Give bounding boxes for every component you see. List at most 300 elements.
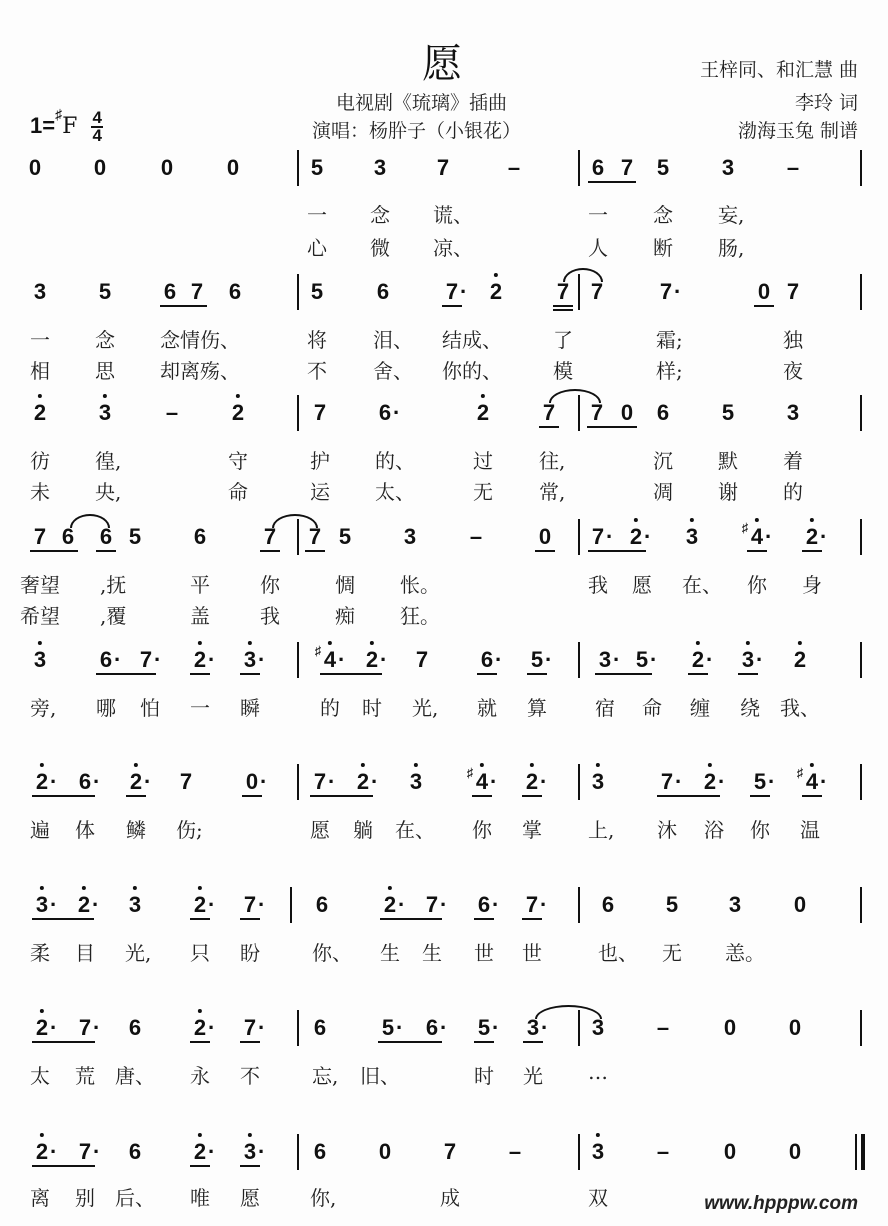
note-digit: 0 bbox=[788, 1139, 802, 1164]
barline bbox=[860, 150, 862, 186]
note-digit: 3 bbox=[98, 400, 112, 425]
lyric-syllable: 上, bbox=[588, 818, 615, 842]
octave-dot-icon bbox=[810, 518, 814, 522]
augmentation-dot-icon: · bbox=[706, 647, 714, 672]
lyric-syllable: 你的、 bbox=[442, 359, 502, 383]
note bbox=[244, 649, 256, 671]
beam-underline bbox=[32, 918, 94, 920]
barline bbox=[297, 1010, 299, 1046]
note-digit: 5 bbox=[477, 1015, 491, 1040]
lyric-syllable: 你、 bbox=[312, 941, 352, 965]
augmentation-dot-icon: · bbox=[208, 1015, 216, 1040]
note bbox=[314, 402, 326, 424]
octave-dot-icon bbox=[248, 1133, 252, 1137]
note-digit: 7 bbox=[313, 769, 327, 794]
note bbox=[316, 894, 328, 916]
note bbox=[526, 771, 538, 793]
note bbox=[660, 281, 672, 303]
note bbox=[789, 1141, 801, 1163]
note-digit: 4 bbox=[750, 524, 764, 549]
beam-underline bbox=[96, 673, 156, 675]
barline bbox=[578, 395, 580, 431]
note bbox=[62, 526, 74, 548]
lyric-syllable: 生 bbox=[380, 941, 400, 965]
note-digit: 5 bbox=[635, 647, 649, 672]
octave-dot-icon bbox=[38, 394, 42, 398]
octave-dot-icon bbox=[634, 518, 638, 522]
note-digit: 7 bbox=[436, 155, 450, 180]
augmentation-dot-icon: · bbox=[606, 524, 614, 549]
note bbox=[244, 894, 256, 916]
note-digit: 4 bbox=[475, 769, 489, 794]
note bbox=[79, 771, 91, 793]
tie-arc bbox=[535, 1005, 602, 1019]
lyric-syllable: 念 bbox=[95, 328, 115, 352]
lyric-syllable: 唐、 bbox=[115, 1064, 155, 1088]
note-digit: 2 bbox=[35, 1015, 49, 1040]
note bbox=[602, 894, 614, 916]
note bbox=[426, 894, 438, 916]
note-digit: 7 bbox=[525, 892, 539, 917]
note bbox=[314, 1017, 326, 1039]
singer-credit: 演唱：杨肸子（小银花） bbox=[312, 120, 522, 142]
beam-underline bbox=[553, 309, 573, 311]
note-digit: 7 bbox=[190, 279, 204, 304]
octave-dot-icon bbox=[40, 886, 44, 890]
lyric-syllable: 世 bbox=[474, 941, 494, 965]
octave-dot-icon bbox=[82, 886, 86, 890]
lyric-syllable: 念 bbox=[653, 203, 673, 227]
note bbox=[592, 526, 604, 548]
note bbox=[244, 1017, 256, 1039]
note-digit: 0 bbox=[757, 279, 771, 304]
tie-arc bbox=[563, 268, 603, 282]
barline bbox=[297, 274, 299, 310]
note-digit: 3 bbox=[598, 647, 612, 672]
note-digit: 0 bbox=[620, 400, 634, 425]
lyric-syllable: 结成、 bbox=[442, 328, 502, 352]
key-signature bbox=[30, 106, 103, 145]
augmentation-dot-icon: · bbox=[93, 1015, 101, 1040]
beam-underline bbox=[523, 1041, 543, 1043]
lyric-syllable: 一 bbox=[190, 696, 210, 720]
note-digit: 2 bbox=[193, 1015, 207, 1040]
lyric-syllable: 浴 bbox=[704, 818, 724, 842]
beam-underline bbox=[588, 550, 646, 552]
note-digit: – bbox=[165, 400, 179, 425]
note bbox=[599, 649, 611, 671]
augmentation-dot-icon: · bbox=[258, 1015, 266, 1040]
note bbox=[539, 526, 551, 548]
augmentation-dot-icon: · bbox=[540, 892, 548, 917]
lyric-syllable: 时 bbox=[474, 1064, 494, 1088]
lyric-syllable: 谢 bbox=[718, 480, 738, 504]
beam-underline bbox=[320, 673, 382, 675]
arranger-credit: 渤海玉兔 制谱 bbox=[737, 120, 858, 142]
augmentation-dot-icon: · bbox=[50, 892, 58, 917]
note-digit: 0 bbox=[723, 1139, 737, 1164]
note bbox=[787, 281, 799, 303]
key-note: F bbox=[62, 113, 78, 139]
lyric-syllable: 独 bbox=[783, 328, 803, 352]
sharp-icon: ♯ bbox=[796, 765, 804, 780]
note bbox=[314, 1141, 326, 1163]
lyric-syllable: 模 bbox=[553, 359, 573, 383]
barline bbox=[860, 887, 862, 923]
beam-underline bbox=[190, 673, 210, 675]
note-digit: 2 bbox=[356, 769, 370, 794]
note-digit: 4 bbox=[805, 769, 819, 794]
note-digit: 2 bbox=[129, 769, 143, 794]
barline bbox=[578, 519, 580, 555]
augmentation-dot-icon: · bbox=[492, 892, 500, 917]
augmentation-dot-icon: · bbox=[93, 1139, 101, 1164]
note-digit: 7 bbox=[263, 524, 277, 549]
note-digit: 5 bbox=[753, 769, 767, 794]
lyric-syllable: 缠 bbox=[690, 696, 710, 720]
lyric-syllable: 不 bbox=[307, 359, 327, 383]
lyric-syllable: 后、 bbox=[115, 1186, 155, 1210]
note-digit: 7 bbox=[445, 279, 459, 304]
beam-underline bbox=[30, 550, 78, 552]
lyric-syllable: 一 bbox=[307, 203, 327, 227]
note-digit: 3 bbox=[35, 892, 49, 917]
beam-underline bbox=[539, 426, 559, 428]
octave-dot-icon bbox=[40, 1133, 44, 1137]
note bbox=[416, 649, 428, 671]
beam-underline bbox=[310, 795, 373, 797]
composer-credit: 王梓同、和汇慧 曲 bbox=[699, 59, 858, 81]
note-digit: 0 bbox=[226, 155, 240, 180]
note bbox=[531, 649, 543, 671]
note bbox=[36, 1141, 48, 1163]
note bbox=[314, 771, 326, 793]
octave-dot-icon bbox=[530, 763, 534, 767]
note-digit: 7 bbox=[308, 524, 322, 549]
note bbox=[379, 1141, 391, 1163]
note-digit: – bbox=[507, 155, 521, 180]
octave-dot-icon bbox=[810, 763, 814, 767]
note bbox=[758, 281, 770, 303]
lyric-syllable: 的 bbox=[783, 480, 803, 504]
note bbox=[311, 157, 323, 179]
lyric-syllable: 往, bbox=[539, 449, 566, 473]
barline bbox=[578, 764, 580, 800]
lyric-syllable: 心 bbox=[307, 236, 327, 260]
octave-dot-icon bbox=[133, 886, 137, 890]
note-digit: 0 bbox=[160, 155, 174, 180]
tie-arc bbox=[549, 389, 601, 403]
note bbox=[426, 1017, 438, 1039]
note bbox=[94, 157, 106, 179]
lyric-syllable: … bbox=[588, 1060, 608, 1084]
note bbox=[34, 281, 46, 303]
note bbox=[232, 402, 244, 424]
beam-underline bbox=[378, 1041, 442, 1043]
note bbox=[194, 526, 206, 548]
lyric-syllable: 痴 bbox=[335, 604, 355, 628]
note-digit: 3 bbox=[786, 400, 800, 425]
note bbox=[543, 402, 555, 424]
lyric-syllable: 肠, bbox=[718, 236, 745, 260]
beam-underline bbox=[260, 550, 280, 552]
note-digit: 6 bbox=[128, 1139, 142, 1164]
lyric-syllable: 算 bbox=[527, 696, 547, 720]
lyric-syllable: 一 bbox=[588, 203, 608, 227]
lyric-syllable: 奢望 bbox=[20, 573, 60, 597]
barline bbox=[860, 642, 862, 678]
sharp-icon: ♯ bbox=[55, 106, 63, 122]
augmentation-dot-icon: · bbox=[644, 524, 652, 549]
note bbox=[724, 1017, 736, 1039]
note-digit: 6 bbox=[78, 769, 92, 794]
lyric-syllable: ,覆 bbox=[100, 604, 127, 628]
barline bbox=[297, 150, 299, 186]
beam-underline bbox=[522, 795, 542, 797]
note bbox=[140, 649, 152, 671]
lyric-syllable: 旁, bbox=[30, 696, 57, 720]
note-digit: – bbox=[656, 1015, 670, 1040]
note bbox=[34, 526, 46, 548]
lyric-syllable: 的 bbox=[320, 696, 340, 720]
augmentation-dot-icon: · bbox=[208, 647, 216, 672]
lyric-syllable: 常, bbox=[539, 480, 566, 504]
note-digit: 6 bbox=[99, 647, 113, 672]
note-digit: 7 bbox=[786, 279, 800, 304]
note-digit: 6 bbox=[656, 400, 670, 425]
note-digit: 2 bbox=[525, 769, 539, 794]
note bbox=[722, 402, 734, 424]
lyric-syllable: 离 bbox=[30, 1186, 50, 1210]
lyric-syllable: 在、 bbox=[682, 573, 722, 597]
lyric-syllable: 人 bbox=[588, 236, 608, 260]
lyric-syllable: ,抚 bbox=[100, 573, 127, 597]
note-digit: 3 bbox=[33, 647, 47, 672]
note bbox=[444, 1141, 456, 1163]
octave-dot-icon bbox=[328, 641, 332, 645]
note-digit: 7 bbox=[313, 400, 327, 425]
octave-dot-icon bbox=[198, 641, 202, 645]
lyric-syllable: 护 bbox=[310, 449, 330, 473]
note bbox=[490, 281, 502, 303]
note-digit: 6 bbox=[425, 1015, 439, 1040]
lyric-syllable: 不 bbox=[240, 1064, 260, 1088]
lyric-syllable: 一 bbox=[30, 328, 50, 352]
lyric-syllable: 别 bbox=[75, 1186, 95, 1210]
note-digit: 2 bbox=[365, 647, 379, 672]
note bbox=[79, 1017, 91, 1039]
lyric-syllable: 盖 bbox=[190, 604, 210, 628]
note-digit: 7 bbox=[33, 524, 47, 549]
note bbox=[754, 771, 766, 793]
lyric-syllable: 未 bbox=[30, 480, 50, 504]
note bbox=[527, 1017, 539, 1039]
lyric-syllable: 彷 bbox=[30, 449, 50, 473]
lyric-syllable: 我 bbox=[260, 604, 280, 628]
lyric-syllable: 躺 bbox=[353, 818, 373, 842]
lyric-syllable: 念 bbox=[370, 203, 390, 227]
note bbox=[796, 765, 819, 794]
lyric-syllable: 只 bbox=[190, 941, 210, 965]
note bbox=[129, 526, 141, 548]
beam-underline bbox=[588, 181, 636, 183]
note bbox=[742, 649, 754, 671]
lyric-syllable: 瞬 bbox=[240, 696, 260, 720]
octave-dot-icon bbox=[370, 641, 374, 645]
note bbox=[591, 281, 603, 303]
note-digit: 0 bbox=[538, 524, 552, 549]
beam-underline bbox=[305, 550, 325, 552]
lyric-syllable: 命 bbox=[228, 480, 248, 504]
note bbox=[481, 649, 493, 671]
beam-underline bbox=[802, 550, 822, 552]
note-digit: 2 bbox=[383, 892, 397, 917]
lyric-syllable: 舍、 bbox=[373, 359, 413, 383]
note bbox=[806, 526, 818, 548]
lyric-syllable: 光 bbox=[523, 1064, 543, 1088]
note-digit: 7 bbox=[139, 647, 153, 672]
lyric-syllable: 哪 bbox=[96, 696, 116, 720]
note-digit: 3 bbox=[591, 1015, 605, 1040]
lyric-syllable: 命 bbox=[642, 696, 662, 720]
note bbox=[526, 894, 538, 916]
note-digit: 3 bbox=[128, 892, 142, 917]
barline bbox=[578, 642, 580, 678]
beam-underline bbox=[242, 795, 262, 797]
time-signature bbox=[91, 110, 102, 144]
note bbox=[729, 894, 741, 916]
augmentation-dot-icon: · bbox=[460, 279, 468, 304]
note bbox=[794, 649, 806, 671]
barline bbox=[297, 764, 299, 800]
note-digit: 2 bbox=[35, 1139, 49, 1164]
dash-extension bbox=[657, 1017, 669, 1039]
lyric-syllable: 着 bbox=[783, 449, 803, 473]
beam-underline bbox=[474, 918, 494, 920]
note bbox=[661, 771, 673, 793]
note-digit: 7 bbox=[243, 892, 257, 917]
note bbox=[36, 771, 48, 793]
beam-underline bbox=[380, 918, 442, 920]
note-digit: 5 bbox=[656, 155, 670, 180]
beam-underline bbox=[96, 550, 116, 552]
note-digit: 7 bbox=[659, 279, 673, 304]
augmentation-dot-icon: · bbox=[820, 524, 828, 549]
time-denominator: 4 bbox=[92, 126, 102, 145]
beam-underline bbox=[240, 1165, 260, 1167]
lyric-syllable: 太、 bbox=[375, 480, 415, 504]
beam-underline bbox=[32, 1165, 95, 1167]
lyric-syllable: 怅。 bbox=[400, 573, 440, 597]
note-digit: 6 bbox=[99, 524, 113, 549]
note-digit: – bbox=[508, 1139, 522, 1164]
barline bbox=[578, 887, 580, 923]
note bbox=[227, 157, 239, 179]
beam-underline bbox=[553, 305, 573, 307]
tie-arc bbox=[70, 514, 110, 528]
note-digit: 2 bbox=[691, 647, 705, 672]
beam-underline bbox=[750, 795, 770, 797]
note-digit: 7 bbox=[243, 1015, 257, 1040]
augmentation-dot-icon: · bbox=[674, 279, 682, 304]
augmentation-dot-icon: · bbox=[258, 1139, 266, 1164]
note bbox=[382, 1017, 394, 1039]
lyric-syllable: 你 bbox=[472, 818, 492, 842]
augmentation-dot-icon: · bbox=[144, 769, 152, 794]
note-digit: 3 bbox=[526, 1015, 540, 1040]
lyric-syllable: 央, bbox=[95, 480, 122, 504]
note bbox=[591, 402, 603, 424]
note bbox=[557, 281, 569, 303]
note-digit: 2 bbox=[476, 400, 490, 425]
note-digit: 6 bbox=[315, 892, 329, 917]
note-digit: 6 bbox=[313, 1015, 327, 1040]
note-digit: 2 bbox=[77, 892, 91, 917]
tie-arc bbox=[272, 514, 318, 528]
note bbox=[374, 157, 386, 179]
beam-underline bbox=[240, 673, 260, 675]
note-digit: 7 bbox=[620, 155, 634, 180]
note-digit: 6 bbox=[228, 279, 242, 304]
note bbox=[404, 526, 416, 548]
augmentation-dot-icon: · bbox=[545, 647, 553, 672]
note-digit: 3 bbox=[33, 279, 47, 304]
note bbox=[194, 1017, 206, 1039]
note-digit: 0 bbox=[28, 155, 42, 180]
augmentation-dot-icon: · bbox=[541, 1015, 549, 1040]
note-digit: 5 bbox=[310, 279, 324, 304]
lyric-syllable: 的、 bbox=[375, 449, 415, 473]
note-digit: 0 bbox=[93, 155, 107, 180]
augmentation-dot-icon: · bbox=[765, 524, 773, 549]
note-digit: 7 bbox=[542, 400, 556, 425]
lyric-syllable: 凋 bbox=[653, 480, 673, 504]
lyric-syllable: 双 bbox=[588, 1186, 608, 1210]
note bbox=[339, 526, 351, 548]
note-digit: 0 bbox=[723, 1015, 737, 1040]
octave-dot-icon bbox=[596, 763, 600, 767]
note bbox=[180, 771, 192, 793]
final-barline bbox=[861, 1134, 865, 1170]
beam-underline bbox=[126, 795, 146, 797]
note-digit: 5 bbox=[338, 524, 352, 549]
lyric-syllable: 光, bbox=[125, 941, 152, 965]
note-digit: 3 bbox=[728, 892, 742, 917]
note-digit: 4 bbox=[323, 647, 337, 672]
beam-underline bbox=[535, 550, 555, 552]
note-digit: 7 bbox=[425, 892, 439, 917]
note bbox=[478, 1017, 490, 1039]
note bbox=[244, 1141, 256, 1163]
note-digit: 3 bbox=[243, 1139, 257, 1164]
dash-extension bbox=[470, 526, 482, 548]
lyric-syllable: 泪、 bbox=[373, 328, 413, 352]
note bbox=[161, 157, 173, 179]
augmentation-dot-icon: · bbox=[50, 1015, 58, 1040]
lyric-syllable: 忘, bbox=[312, 1064, 339, 1088]
note-digit: 5 bbox=[665, 892, 679, 917]
lyric-syllable: 就 bbox=[477, 696, 497, 720]
song-title: 愿 bbox=[422, 41, 462, 87]
augmentation-dot-icon: · bbox=[718, 769, 726, 794]
note-digit: 3 bbox=[403, 524, 417, 549]
note-digit: 2 bbox=[193, 1139, 207, 1164]
barline bbox=[297, 1134, 299, 1170]
beam-underline bbox=[688, 673, 708, 675]
beam-underline bbox=[522, 918, 542, 920]
note-digit: 6 bbox=[378, 400, 392, 425]
augmentation-dot-icon: · bbox=[396, 1015, 404, 1040]
